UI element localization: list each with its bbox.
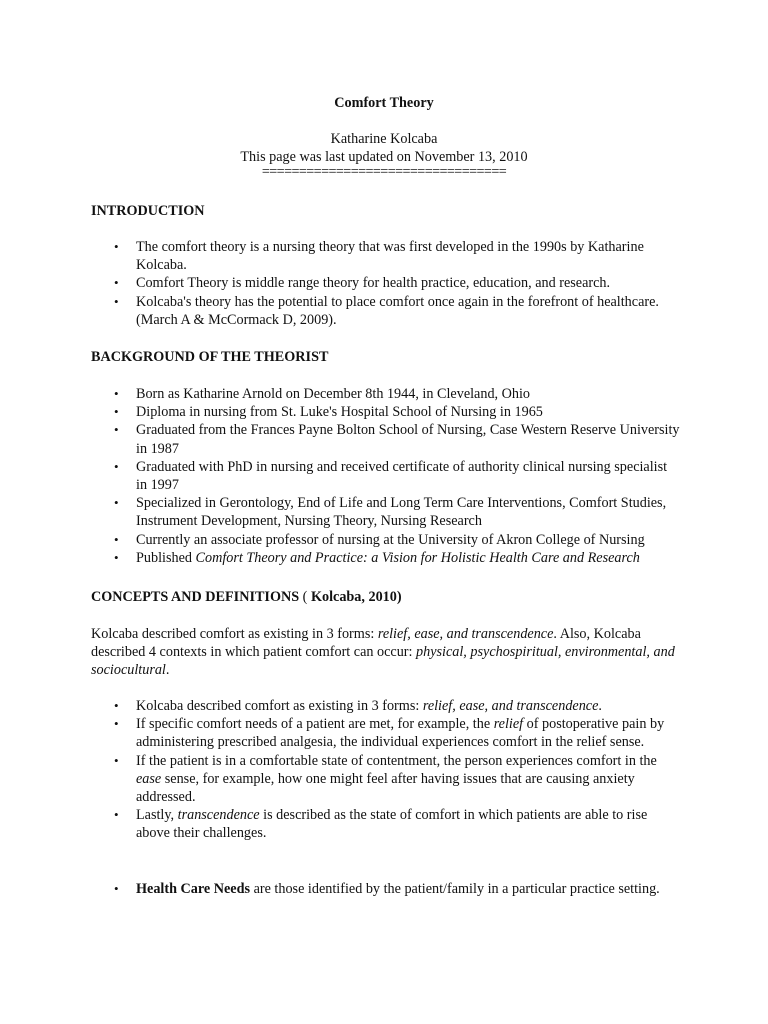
concepts-list <box>0 697 700 843</box>
item-text: is described as the state of comfort in which patients are able to rise above their challenges. <box>136 807 648 842</box>
introduction-heading: INTRODUCTION <box>91 203 205 219</box>
list-item-text: Comfort Theory is middle range theory for health practice, education, and research. <box>136 275 611 292</box>
book-title: Comfort Theory and Practice: a Vision for Holistic Health Care and Research <box>195 549 640 566</box>
list-item <box>0 403 700 421</box>
list-item <box>0 806 700 842</box>
list-item <box>0 752 700 807</box>
list-item-text: Graduated from the Frances Payne Bolton School of Nursing, Case Western Reserve University in 1987 <box>136 422 680 457</box>
paragraph-emphasis: relief, ease, and transcendence <box>377 626 554 642</box>
bullet-icon: • <box>114 293 119 309</box>
bullet-icon: • <box>114 698 119 713</box>
concepts-paragraph <box>91 625 691 680</box>
list-item-text <box>136 752 681 807</box>
bullet-icon: • <box>114 422 119 438</box>
health-care-needs-list <box>0 880 700 898</box>
item-text: are those identified by the patient/family in a particular practice setting. <box>250 881 660 897</box>
list-item <box>0 715 700 751</box>
list-item-text <box>136 806 681 842</box>
concepts-heading <box>91 588 402 606</box>
bullet-icon: • <box>114 807 119 823</box>
item-bold-term: Health Care Needs <box>136 881 251 897</box>
item-emphasis: transcendence <box>177 807 260 824</box>
bullet-icon: • <box>114 458 119 474</box>
bullet-icon: • <box>114 531 119 547</box>
list-item <box>0 274 700 292</box>
paragraph-text: . Also, Kolcaba described 4 contexts in which patient comfort can occur: <box>91 626 641 661</box>
list-item-text: Diploma in nursing from St. Luke's Hospital School of Nursing in 1965 <box>136 404 543 421</box>
bullet-icon: • <box>114 716 119 732</box>
list-item-text <box>136 715 681 751</box>
bullet-icon: • <box>114 275 119 291</box>
list-item-text: Specialized in Gerontology, End of Life and Long Term Care Interventions, Comfort Studies, Instrument Development, Nursing Theory, Nursing Research <box>136 495 667 530</box>
list-item-text <box>136 697 681 715</box>
item-emphasis: relief, ease, and transcendence <box>422 698 599 714</box>
list-item <box>0 293 700 329</box>
list-item-text: The comfort theory is a nursing theory that was first developed in the 1990s by Katharine Kolcaba. <box>136 239 644 274</box>
item-text: Lastly, <box>136 807 178 824</box>
bullet-icon: • <box>114 404 119 420</box>
author-name: Katharine Kolcaba <box>330 131 438 147</box>
concepts-heading-main: CONCEPTS AND DEFINITIONS <box>91 589 300 605</box>
list-item <box>0 549 700 567</box>
bullet-icon: • <box>114 495 119 511</box>
page-title: Comfort Theory <box>334 95 434 111</box>
bullet-icon: • <box>114 239 119 254</box>
paragraph-text: Kolcaba described comfort as existing in 3 forms: <box>91 626 378 642</box>
list-item <box>0 494 700 530</box>
list-item <box>0 531 700 549</box>
last-updated: This page was last updated on November 13, 2010 <box>240 149 528 165</box>
bullet-icon: • <box>114 752 119 768</box>
item-text: Kolcaba described comfort as existing in 3 forms: <box>136 698 423 714</box>
list-item <box>0 458 700 494</box>
item-text: . <box>598 698 602 714</box>
introduction-list <box>0 238 700 329</box>
paragraph-emphasis: physical, psychospiritual, environmental, and sociocultural <box>91 644 675 679</box>
item-text: sense, for example, how one might feel after having issues that are causing anxiety addressed. <box>136 770 635 806</box>
paragraph-text: . <box>165 662 170 679</box>
item-text: If specific comfort needs of a patient are met, for example, the <box>136 716 494 733</box>
list-item <box>0 238 700 274</box>
list-item-text: Currently an associate professor of nursing at the University of Akron College of Nursing <box>136 531 645 548</box>
bullet-icon: • <box>114 549 119 565</box>
item-text: of postoperative pain by administering prescribed analgesia, the individual experiences comfort in the relief sense. <box>136 716 665 751</box>
list-item <box>0 421 700 457</box>
list-item-text <box>136 880 681 898</box>
item-text: If the patient is in a comfortable state of contentment, the person experiences comfort in the <box>136 752 657 769</box>
list-item-text <box>136 549 696 567</box>
item-emphasis: relief <box>493 716 524 733</box>
list-item <box>0 697 700 715</box>
list-item-text: Born as Katharine Arnold on December 8th 1944, in Cleveland, Ohio <box>136 386 531 402</box>
list-item <box>0 385 700 403</box>
bullet-icon: • <box>114 386 119 401</box>
background-list <box>0 385 700 567</box>
bullet-icon: • <box>114 881 119 896</box>
concepts-heading-paren: ( <box>299 589 311 605</box>
list-item-text: Graduated with PhD in nursing and received certificate of authority clinical nursing specialist in 1997 <box>136 458 668 494</box>
list-item-text: Kolcaba's theory has the potential to place comfort once again in the forefront of healthcare.(March A & McCormack D, 2009). <box>136 293 659 328</box>
concepts-heading-cite: Kolcaba, 2010) <box>310 589 402 605</box>
list-item <box>0 880 700 898</box>
background-heading: BACKGROUND OF THE THEORIST <box>91 349 329 365</box>
divider-rule: ================================= <box>261 164 507 180</box>
published-prefix: Published <box>136 549 196 566</box>
item-emphasis: ease <box>136 770 162 787</box>
